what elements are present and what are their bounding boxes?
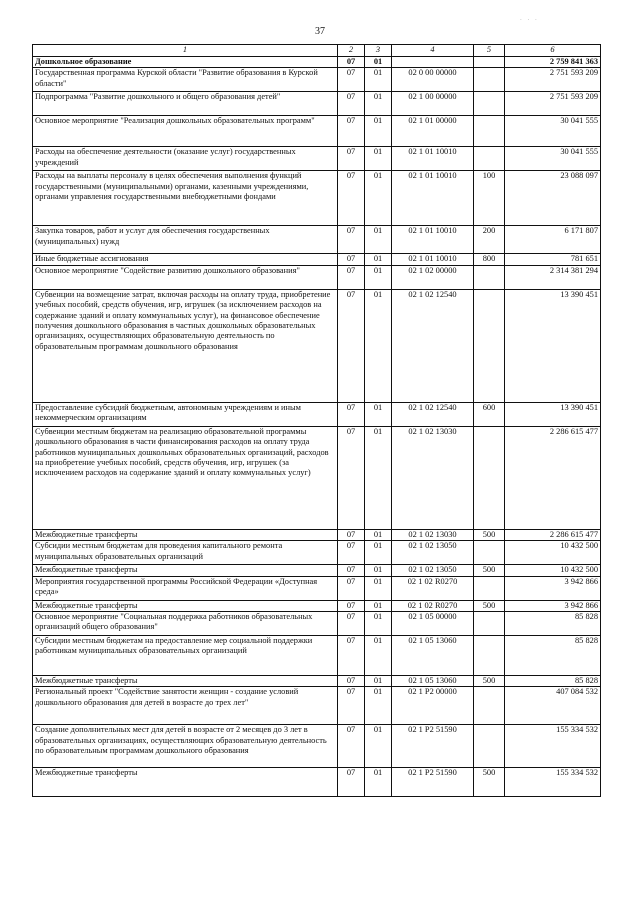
- row-expense-type-code: [474, 541, 505, 565]
- table-row: [33, 636, 601, 676]
- table-row: [33, 171, 601, 226]
- row-amount: 781 651: [505, 254, 601, 265]
- row-amount: 3 942 866: [505, 576, 601, 600]
- row-expense-type-code: 500: [474, 676, 505, 687]
- table-row: [33, 226, 601, 254]
- table-row: [33, 576, 601, 600]
- row-subsection-code: 01: [365, 768, 392, 797]
- row-expense-type-code: [474, 92, 505, 116]
- row-name: Иные бюджетные ассигнования: [33, 254, 338, 265]
- row-name: Расходы на выплаты персоналу в целях обеспечения выполнения функций государственными (муниципальными) органами, казенными учреждениями, органами управления государственными внебюджетными фондами: [33, 171, 338, 226]
- row-name: Субвенции местным бюджетам на реализацию образовательной программы дошкольного образования в части финансирования расходов на оплату труда работников муниципальных дошкольных образовательных организаций, расходов на приобретение учебных пособий, средств обучения, игр, игрушек (за исключением расходов на содержание зданий и оплату коммунальных услуг): [33, 426, 338, 529]
- row-target-article-code: 02 1 00 00000: [392, 92, 474, 116]
- row-subsection-code: 01: [365, 600, 392, 611]
- row-amount: 155 334 532: [505, 768, 601, 797]
- row-subsection-code: 01: [365, 68, 392, 92]
- row-target-article-code: 02 1 02 12540: [392, 402, 474, 426]
- row-section-code: 07: [338, 171, 365, 226]
- row-subsection-code: 01: [365, 402, 392, 426]
- column-number-row: [33, 45, 601, 57]
- row-subsection-code: 01: [365, 426, 392, 529]
- row-section-code: 07: [338, 687, 365, 725]
- row-name: Государственная программа Курской области "Развитие образования в Курской области": [33, 68, 338, 92]
- row-section-code: 07: [338, 529, 365, 540]
- row-expense-type-code: 500: [474, 565, 505, 576]
- row-amount: 407 084 532: [505, 687, 601, 725]
- table-row: [33, 612, 601, 636]
- row-target-article-code: 02 1 02 13030: [392, 529, 474, 540]
- row-subsection-code: 01: [365, 541, 392, 565]
- row-amount: 13 390 451: [505, 402, 601, 426]
- table-row: [33, 529, 601, 540]
- row-expense-type-code: [474, 426, 505, 529]
- budget-table: [32, 44, 601, 797]
- row-expense-type-code: 500: [474, 529, 505, 540]
- row-target-article-code: 02 1 01 10010: [392, 226, 474, 254]
- row-name: Основное мероприятие "Социальная поддержка работников образовательных организаций общего образования": [33, 612, 338, 636]
- row-expense-type-code: 800: [474, 254, 505, 265]
- row-target-article-code: 02 1 02 13050: [392, 541, 474, 565]
- row-expense-type-code: [474, 265, 505, 289]
- row-name: Дошкольное образование: [33, 57, 338, 68]
- row-section-code: 07: [338, 612, 365, 636]
- row-amount: 155 334 532: [505, 725, 601, 768]
- row-subsection-code: 01: [365, 636, 392, 676]
- row-section-code: 07: [338, 92, 365, 116]
- row-subsection-code: 01: [365, 676, 392, 687]
- row-expense-type-code: 500: [474, 600, 505, 611]
- row-section-code: 07: [338, 57, 365, 68]
- column-number: 1: [33, 45, 338, 57]
- row-subsection-code: 01: [365, 612, 392, 636]
- row-subsection-code: 01: [365, 725, 392, 768]
- row-name: Межбюджетные трансферты: [33, 676, 338, 687]
- column-number: 6: [505, 45, 601, 57]
- row-amount: 85 828: [505, 676, 601, 687]
- row-subsection-code: 01: [365, 147, 392, 171]
- row-amount: 13 390 451: [505, 289, 601, 402]
- table-row: [33, 768, 601, 797]
- row-amount: 6 171 807: [505, 226, 601, 254]
- row-name: Субсидии местным бюджетам для проведения капитального ремонта муниципальных образовательных организаций: [33, 541, 338, 565]
- row-expense-type-code: [474, 687, 505, 725]
- row-section-code: 07: [338, 676, 365, 687]
- row-section-code: 07: [338, 254, 365, 265]
- row-expense-type-code: [474, 576, 505, 600]
- row-expense-type-code: [474, 612, 505, 636]
- row-target-article-code: 02 1 05 13060: [392, 676, 474, 687]
- page-number: 37: [315, 26, 325, 37]
- row-name: Основное мероприятие "Реализация дошкольных образовательных программ": [33, 116, 338, 147]
- row-subsection-code: 01: [365, 529, 392, 540]
- row-target-article-code: [392, 57, 474, 68]
- row-amount: 2 759 841 363: [505, 57, 601, 68]
- corner-mark: . . .: [520, 14, 539, 22]
- row-expense-type-code: 500: [474, 768, 505, 797]
- row-name: Закупка товаров, работ и услуг для обеспечения государственных (муниципальных) нужд: [33, 226, 338, 254]
- row-section-code: 07: [338, 289, 365, 402]
- row-section-code: 07: [338, 636, 365, 676]
- row-section-code: 07: [338, 226, 365, 254]
- row-name: Подпрограмма "Развитие дошкольного и общего образования детей": [33, 92, 338, 116]
- row-amount: 3 942 866: [505, 600, 601, 611]
- row-name: Межбюджетные трансферты: [33, 600, 338, 611]
- row-target-article-code: 02 0 00 00000: [392, 68, 474, 92]
- row-subsection-code: 01: [365, 687, 392, 725]
- row-target-article-code: 02 1 02 00000: [392, 265, 474, 289]
- row-amount: 30 041 555: [505, 116, 601, 147]
- row-subsection-code: 01: [365, 265, 392, 289]
- table-row: [33, 676, 601, 687]
- row-expense-type-code: 200: [474, 226, 505, 254]
- row-subsection-code: 01: [365, 92, 392, 116]
- row-section-code: 07: [338, 768, 365, 797]
- table-row: [33, 541, 601, 565]
- row-amount: 23 088 097: [505, 171, 601, 226]
- table-row: [33, 289, 601, 402]
- row-amount: 2 286 615 477: [505, 426, 601, 529]
- row-section-code: 07: [338, 600, 365, 611]
- budget-table-body: [33, 57, 601, 797]
- row-expense-type-code: [474, 57, 505, 68]
- row-amount: 2 314 381 294: [505, 265, 601, 289]
- row-section-code: 07: [338, 576, 365, 600]
- row-section-code: 07: [338, 402, 365, 426]
- row-expense-type-code: 600: [474, 402, 505, 426]
- row-name: Предоставление субсидий бюджетным, автономным учреждениям и иным некоммерческим организациям: [33, 402, 338, 426]
- row-name: Субвенции на возмещение затрат, включая расходы на оплату труда, приобретение учебных пособий, средств обучения, игр, игрушек (за исключением расходов на содержание зданий и оплату коммунальных услуг), на финансовое обеспечение получения дошкольного образования в частных дошкольных образовательных организациях, осуществляющих образовательную деятельность по образовательным программам дошкольного образования: [33, 289, 338, 402]
- row-expense-type-code: [474, 636, 505, 676]
- row-target-article-code: 02 1 01 00000: [392, 116, 474, 147]
- row-target-article-code: 02 1 02 13050: [392, 565, 474, 576]
- row-expense-type-code: [474, 147, 505, 171]
- row-section-code: 07: [338, 541, 365, 565]
- row-subsection-code: 01: [365, 226, 392, 254]
- row-section-code: 07: [338, 68, 365, 92]
- row-name: Создание дополнительных мест для детей в возрасте от 2 месяцев до 3 лет в образовательных организациях, осуществляющих образовательную деятельность по образовательным программам дошкольного образования: [33, 725, 338, 768]
- row-target-article-code: 02 1 P2 51590: [392, 768, 474, 797]
- row-name: Расходы на обеспечение деятельности (оказание услуг) государственных учреждений: [33, 147, 338, 171]
- row-target-article-code: 02 1 P2 51590: [392, 725, 474, 768]
- table-row: [33, 57, 601, 68]
- row-amount: 10 432 500: [505, 541, 601, 565]
- row-target-article-code: 02 1 02 R0270: [392, 600, 474, 611]
- row-amount: 2 286 615 477: [505, 529, 601, 540]
- table-row: [33, 600, 601, 611]
- row-subsection-code: 01: [365, 289, 392, 402]
- row-name: Межбюджетные трансферты: [33, 565, 338, 576]
- table-row: [33, 725, 601, 768]
- table-row: [33, 92, 601, 116]
- row-section-code: 07: [338, 725, 365, 768]
- row-subsection-code: 01: [365, 576, 392, 600]
- row-name: Межбюджетные трансферты: [33, 768, 338, 797]
- row-target-article-code: 02 1 P2 00000: [392, 687, 474, 725]
- row-subsection-code: 01: [365, 57, 392, 68]
- row-target-article-code: 02 1 01 10010: [392, 147, 474, 171]
- column-number: 2: [338, 45, 365, 57]
- row-expense-type-code: [474, 68, 505, 92]
- row-subsection-code: 01: [365, 254, 392, 265]
- row-name: Межбюджетные трансферты: [33, 529, 338, 540]
- row-name: Основное мероприятие "Содействие развитию дошкольного образования": [33, 265, 338, 289]
- row-amount: 85 828: [505, 636, 601, 676]
- table-row: [33, 426, 601, 529]
- table-row: [33, 402, 601, 426]
- table-row: [33, 68, 601, 92]
- row-target-article-code: 02 1 05 13060: [392, 636, 474, 676]
- row-section-code: 07: [338, 147, 365, 171]
- row-target-article-code: 02 1 02 R0270: [392, 576, 474, 600]
- row-section-code: 07: [338, 116, 365, 147]
- row-amount: 30 041 555: [505, 147, 601, 171]
- table-row: [33, 254, 601, 265]
- row-amount: 10 432 500: [505, 565, 601, 576]
- row-target-article-code: 02 1 02 12540: [392, 289, 474, 402]
- column-number: 3: [365, 45, 392, 57]
- table-row: [33, 687, 601, 725]
- row-name: Региональный проект "Содействие занятости женщин - создание условий дошкольного образования для детей в возрасте до трех лет": [33, 687, 338, 725]
- row-target-article-code: 02 1 02 13030: [392, 426, 474, 529]
- row-amount: 2 751 593 209: [505, 92, 601, 116]
- table-row: [33, 565, 601, 576]
- table-row: [33, 147, 601, 171]
- row-expense-type-code: [474, 289, 505, 402]
- row-name: Субсидии местным бюджетам на предоставление мер социальной поддержки работникам муниципальных образовательных организаций: [33, 636, 338, 676]
- row-subsection-code: 01: [365, 565, 392, 576]
- row-amount: 85 828: [505, 612, 601, 636]
- row-section-code: 07: [338, 565, 365, 576]
- table-row: [33, 265, 601, 289]
- row-expense-type-code: [474, 116, 505, 147]
- row-section-code: 07: [338, 426, 365, 529]
- row-target-article-code: 02 1 05 00000: [392, 612, 474, 636]
- table-row: [33, 116, 601, 147]
- column-number: 5: [474, 45, 505, 57]
- row-section-code: 07: [338, 265, 365, 289]
- row-expense-type-code: 100: [474, 171, 505, 226]
- row-subsection-code: 01: [365, 116, 392, 147]
- row-subsection-code: 01: [365, 171, 392, 226]
- row-target-article-code: 02 1 01 10010: [392, 254, 474, 265]
- row-expense-type-code: [474, 725, 505, 768]
- row-amount: 2 751 593 209: [505, 68, 601, 92]
- row-name: Мероприятия государственной программы Российской Федерации «Доступная среда»: [33, 576, 338, 600]
- column-number: 4: [392, 45, 474, 57]
- row-target-article-code: 02 1 01 10010: [392, 171, 474, 226]
